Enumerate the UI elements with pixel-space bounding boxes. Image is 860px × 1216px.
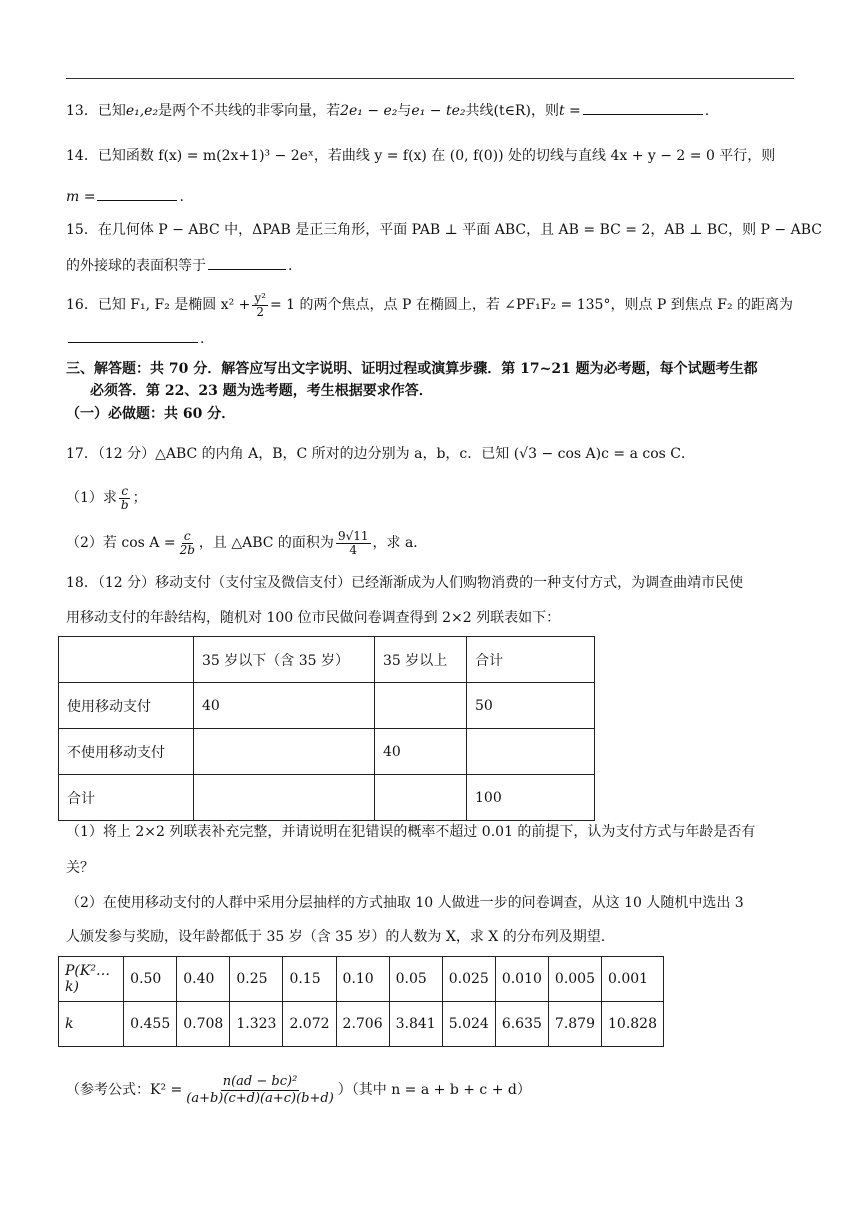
q17-p1-num: c xyxy=(121,483,129,498)
q17-p2-den-2: 4 xyxy=(349,542,358,557)
q17-p2-num-2: 9√11 xyxy=(337,528,369,543)
table-cell: P(K²…k) xyxy=(59,957,124,1002)
table-cell: 50 xyxy=(467,683,595,729)
table-cell: 0.15 xyxy=(283,957,336,1002)
table-row xyxy=(59,683,595,729)
q16-fraction xyxy=(252,292,268,319)
formula-den: (a+b)(c+d)(a+c)(b+d) xyxy=(186,1090,334,1106)
formula-text-1: （参考公式：K² = xyxy=(66,1082,183,1098)
table-cell: 0.001 xyxy=(602,957,664,1002)
table-cell: 0.025 xyxy=(442,957,495,1002)
question-14-line-1: 14．已知函数 f(x) = m(2x+1)³ − 2eˣ，若曲线 y = f(x) 在 (0, f(0)) 处的切线与直线 4x + y − 2 = 0 平行，则 xyxy=(66,148,776,164)
table-cell: 合计 xyxy=(59,775,194,821)
q17-p1-end: ； xyxy=(132,490,147,506)
section-3-line-1: 三、解答题：共 70 分．解答应写出文字说明、证明过程或演算步骤．第 17~21 题为必考题，每个试题考生都 xyxy=(66,361,758,377)
table-row xyxy=(59,775,595,821)
question-17-stem: 17．（12 分）△ABC 的内角 A，B，C 所对的边分别为 a，b，c．已知 (√3 − cos A)c = a cos C． xyxy=(66,446,696,462)
table-cell: 35 岁以上 xyxy=(375,637,467,683)
table-cell: 6.635 xyxy=(495,1002,548,1047)
q17-p2-text-2: ，且 △ABC 的面积为 xyxy=(198,535,334,551)
q17-p2-fraction-1 xyxy=(178,530,197,557)
q17-p1-text: （1）求 xyxy=(66,490,117,506)
question-18-part-2-line-1: （2）在使用移动支付的人群中采用分层抽样的方式抽取 10 人做进一步的问卷调查，从这 10 人随机中选出 3 xyxy=(66,895,744,911)
table-cell xyxy=(194,729,375,775)
table-cell: 3.841 xyxy=(389,1002,442,1047)
question-15-line-1: 15．在几何体 P − ABC 中，ΔPAB 是正三角形，平面 PAB ⊥ 平面 ABC，且 AB = BC = 2，AB ⊥ BC，则 P − ABC xyxy=(66,222,822,238)
table-cell: 35 岁以下（含 35 岁） xyxy=(194,637,375,683)
table-cell xyxy=(59,637,194,683)
critical-value-table xyxy=(58,956,664,1047)
question-13 xyxy=(66,100,709,121)
q16-frac-num: y² xyxy=(254,290,266,305)
table-cell: 0.40 xyxy=(177,957,230,1002)
section-3-line-2: 必须答．第 22、23 题为选考题，考生根据要求作答． xyxy=(90,383,433,399)
q16-text-2: = 1 的两个焦点，点 P 在椭圆上，若 ∠PF₁F₂ = 135°，则点 P 到焦点 F₂ 的距离为 xyxy=(270,297,794,313)
table-cell: 0.05 xyxy=(389,957,442,1002)
table-cell xyxy=(194,775,375,821)
table-row xyxy=(59,637,595,683)
question-14-line-2 xyxy=(66,186,184,207)
q13-text-2: 与 xyxy=(397,103,412,119)
q14-end: . xyxy=(179,189,184,205)
q13-prefix: 13．已知 xyxy=(66,103,126,119)
section-3-subheading: （一）必做题：共 60 分． xyxy=(66,406,236,422)
q16-frac-den: 2 xyxy=(256,304,265,319)
table-cell: 1.323 xyxy=(230,1002,283,1047)
table-cell: 0.50 xyxy=(124,957,177,1002)
table-cell: 10.828 xyxy=(602,1002,664,1047)
table-cell: 5.024 xyxy=(442,1002,495,1047)
q15-answer-blank[interactable] xyxy=(208,255,286,270)
formula-fraction xyxy=(184,1074,336,1107)
table-cell: 2.706 xyxy=(336,1002,389,1047)
table-cell: 不使用移动支付 xyxy=(59,729,194,775)
table-cell xyxy=(375,683,467,729)
q15-text: 的外接球的表面积等于 xyxy=(66,258,206,274)
q17-p2-fraction-2 xyxy=(336,530,371,557)
question-16-line-1 xyxy=(66,290,793,320)
q13-text-1: 是两个不共线的非零向量，若 xyxy=(158,103,341,119)
q13-expr-1: 2e₁ − e₂ xyxy=(340,103,398,119)
q14-variable: m = xyxy=(66,189,96,205)
table-cell: 合计 xyxy=(467,637,595,683)
q15-end: . xyxy=(288,258,293,274)
table-cell: 40 xyxy=(194,683,375,729)
table-row xyxy=(59,729,595,775)
question-18-line-1: 18．（12 分）移动支付（支付宝及微信支付）已经渐渐成为人们购物消费的一种支付方式，为调查曲靖市民使 xyxy=(66,575,744,591)
q17-p2-num-1: c xyxy=(183,528,191,543)
q13-condition: (t∈R) xyxy=(493,103,531,119)
q14-answer-blank[interactable] xyxy=(97,186,177,201)
question-18-part-1-line-1: （1）将上 2×2 列联表补充完整，并请说明在犯错误的概率不超过 0.01 的前提下，认为支付方式与年龄是否有 xyxy=(66,824,756,840)
table-cell: k xyxy=(59,1002,124,1047)
question-18-part-2-line-2: 人颁发参与奖励，设年龄都低于 35 岁（含 35 岁）的人数为 X，求 X 的分布列及期望. xyxy=(66,929,606,945)
table-cell: 40 xyxy=(375,729,467,775)
q13-end: . xyxy=(704,103,710,119)
table-cell xyxy=(467,729,595,775)
question-17-part-2 xyxy=(66,526,427,560)
q13-text-4: ，则 xyxy=(530,103,559,119)
table-cell: 使用移动支付 xyxy=(59,683,194,729)
q13-vectors: e₁,e₂ xyxy=(125,103,159,119)
table-cell: 0.005 xyxy=(548,957,601,1002)
q16-text-1: 16．已知 F₁, F₂ 是椭圆 x² + xyxy=(66,297,251,313)
table-cell: 7.879 xyxy=(548,1002,601,1047)
q13-text-3: 共线 xyxy=(465,103,494,119)
q13-variable: t = xyxy=(558,103,581,119)
question-15-line-2 xyxy=(66,255,292,276)
q16-answer-blank[interactable] xyxy=(68,328,198,343)
q17-p2-den-1: 2b xyxy=(179,542,195,557)
q17-p2-end: ，求 a． xyxy=(372,535,428,551)
table-cell: 100 xyxy=(467,775,595,821)
table-cell: 0.455 xyxy=(124,1002,177,1047)
reference-formula xyxy=(66,1070,531,1110)
table-cell: 0.708 xyxy=(177,1002,230,1047)
q16-end: . xyxy=(200,331,205,347)
header-rule xyxy=(66,78,794,79)
q13-answer-blank[interactable] xyxy=(583,100,703,115)
table-cell: 0.10 xyxy=(336,957,389,1002)
formula-text-2: ）（其中 n = a + b + c + d） xyxy=(337,1082,531,1098)
table-cell xyxy=(375,775,467,821)
q17-p1-fraction xyxy=(119,485,131,512)
table-row xyxy=(59,1002,664,1047)
table-cell: 0.010 xyxy=(495,957,548,1002)
table-cell: 0.25 xyxy=(230,957,283,1002)
question-17-part-1 xyxy=(66,482,147,514)
q17-p2-text-1: （2）若 cos A = xyxy=(66,535,176,551)
formula-num: n(ad − bc)² xyxy=(222,1073,298,1089)
question-18-part-1-line-2: 关？ xyxy=(66,860,94,876)
table-cell: 2.072 xyxy=(283,1002,336,1047)
q13-expr-2: e₁ − te₂ xyxy=(411,103,466,119)
contingency-table xyxy=(58,636,595,821)
table-row xyxy=(59,957,664,1002)
question-18-line-2: 用移动支付的年龄结构，随机对 100 位市民做问卷调查得到 2×2 列联表如下： xyxy=(66,610,561,626)
question-16-line-2 xyxy=(66,328,204,349)
q17-p1-den: b xyxy=(120,497,129,512)
